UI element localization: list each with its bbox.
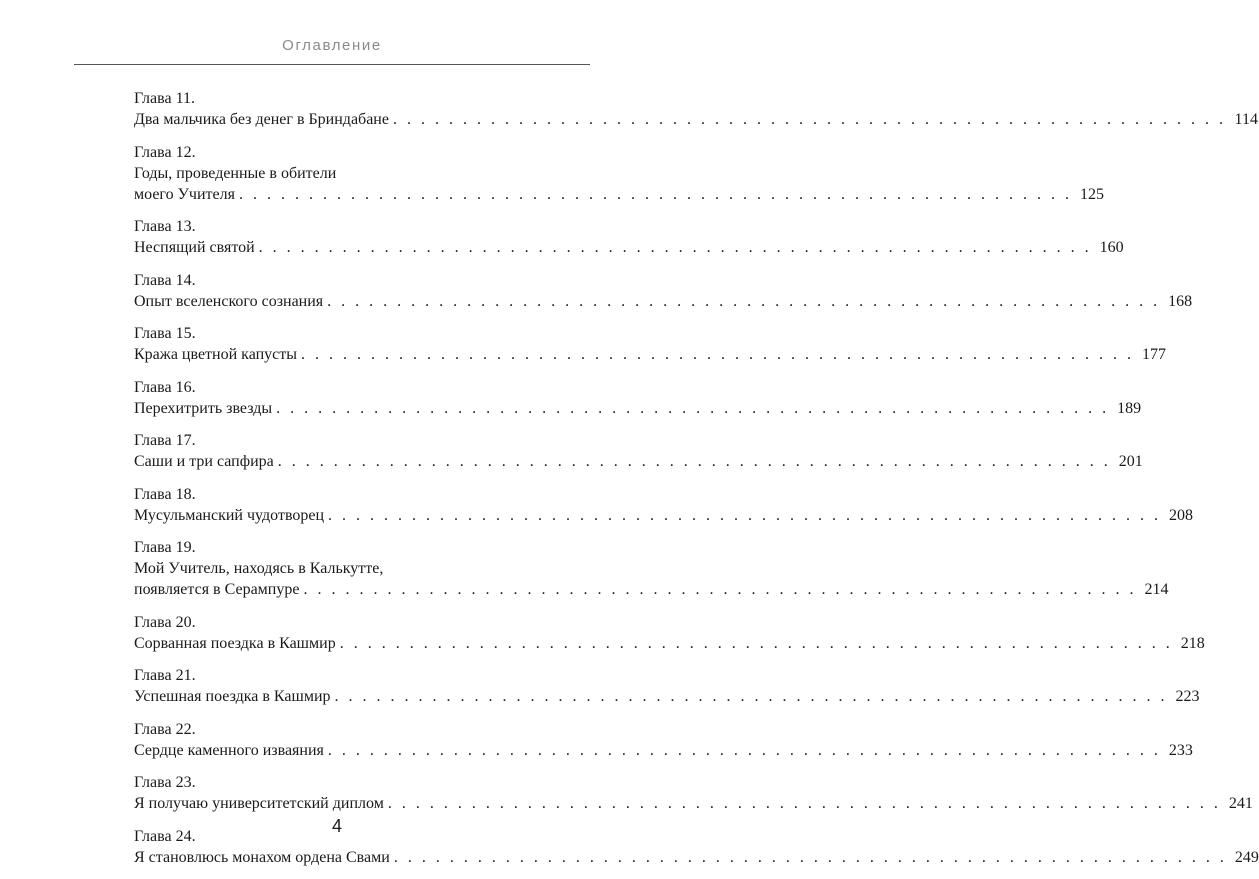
toc-entry[interactable] [134, 216, 1124, 258]
table-of-contents [134, 88, 1259, 879]
toc-entry[interactable] [134, 377, 1142, 419]
chapter-label: Глава 12. [134, 143, 196, 161]
chapter-title-line: Успешная поездка в Кашмир [134, 688, 331, 705]
toc-entry[interactable] [134, 612, 1205, 654]
toc-entry[interactable] [134, 484, 1194, 526]
chapter-label: Глава 15. [134, 325, 196, 342]
toc-entry[interactable] [134, 430, 1143, 472]
chapter-title-line: Сердце каменного изваяния [134, 741, 324, 759]
chapter-title-line: Мой Учитель, находясь в Калькутте, [134, 560, 384, 577]
chapter-page-number: 249 [1234, 848, 1259, 866]
page-number: 4 [331, 816, 342, 836]
dot-leader: . . . . . . . . . . . . . . . . . . . . . . . . . . . . . . . . . . . . . . . . . . . . . . . . . . . . . . . . . . . . [328, 506, 1162, 524]
chapter-title-row [134, 633, 1205, 654]
chapter-title-row [134, 451, 1143, 472]
chapter-page-number: 177 [1142, 346, 1166, 363]
chapter-title-row [134, 686, 1200, 707]
dot-leader: . . . . . . . . . . . . . . . . . . . . . . . . . . . . . . . . . . . . . . . . . . . . . . . . . . . . . . . . . . . . [339, 634, 1173, 652]
chapter-page-number: 114 [1234, 111, 1258, 128]
dot-leader: . . . . . . . . . . . . . . . . . . . . . . . . . . . . . . . . . . . . . . . . . . . . . . . . . . . . . . . . . . . . [276, 399, 1110, 417]
chapter-page-number: 208 [1169, 506, 1194, 524]
running-header [74, 37, 590, 65]
dot-leader: . . . . . . . . . . . . . . . . . . . . . . . . . . . . . . . . . . . . . . . . . . . . . . . . . . . . . . . . . . . . [303, 581, 1137, 598]
chapter-title-line: Мусульманский чудотворец [134, 506, 325, 524]
chapter-title-row [134, 291, 1193, 312]
chapter-title-line: Я получаю университетский диплом [134, 795, 384, 812]
chapter-title-line: появляется в Серампуре [134, 581, 300, 598]
chapter-label: Глава 20. [134, 613, 196, 631]
dot-leader: . . . . . . . . . . . . . . . . . . . . . . . . . . . . . . . . . . . . . . . . . . . . . . . . . . . . . . . . . . . . [301, 346, 1134, 363]
chapter-page-number: 241 [1228, 795, 1253, 812]
dot-leader: . . . . . . . . . . . . . . . . . . . . . . . . . . . . . . . . . . . . . . . . . . . . . . . . . . . . . . . . . . . . [387, 795, 1221, 812]
chapter-page-number: 160 [1099, 239, 1124, 256]
chapter-label: Глава 16. [134, 378, 196, 396]
chapter-label: Глава 13. [134, 218, 196, 235]
chapter-page-number: 233 [1168, 741, 1193, 759]
toc-entry[interactable] [134, 719, 1193, 761]
chapter-page-number: 214 [1144, 581, 1169, 598]
running-header-title: Оглавление [282, 37, 382, 54]
chapter-title-line: Сорванная поездка в Кашмир [134, 634, 336, 652]
chapter-label: Глава 22. [134, 720, 196, 738]
chapter-title-line: Неспящий святой [134, 239, 255, 256]
dot-leader: . . . . . . . . . . . . . . . . . . . . . . . . . . . . . . . . . . . . . . . . . . . . . . . . . . . . . . . . . . . . [334, 688, 1168, 705]
chapter-page-number: 201 [1118, 453, 1143, 470]
chapter-title-line: Кража цветной капусты [134, 346, 297, 363]
toc-entry[interactable] [134, 88, 1258, 130]
dot-leader: . . . . . . . . . . . . . . . . . . . . . . . . . . . . . . . . . . . . . . . . . . . . . . . . . . . . . . . . . . . . [258, 239, 1092, 256]
dot-leader: . . . . . . . . . . . . . . . . . . . . . . . . . . . . . . . . . . . . . . . . . . . . . . . . . . . . . . . . . . . . [277, 453, 1111, 470]
dot-leader: . . . . . . . . . . . . . . . . . . . . . . . . . . . . . . . . . . . . . . . . . . . . . . . . . . . . . . . . . . . . [327, 292, 1161, 310]
chapter-title-line: Я становлюсь монахом ордена Свами [134, 848, 390, 866]
dot-leader: . . . . . . . . . . . . . . . . . . . . . . . . . . . . . . . . . . . . . . . . . . . . . . . . . . . . . . . . . . . . [327, 741, 1161, 759]
dot-leader: . . . . . . . . . . . . . . . . . . . . . . . . . . . . . . . . . . . . . . . . . . . . . . . . . . . . . . . . . . . . [393, 848, 1227, 866]
chapter-page-number: 189 [1117, 399, 1142, 417]
toc-entry[interactable] [134, 323, 1166, 365]
toc-entry[interactable] [134, 772, 1253, 814]
toc-entry[interactable] [134, 665, 1200, 707]
toc-entry[interactable] [134, 142, 1104, 205]
chapter-label: Глава 19. [134, 539, 196, 556]
chapter-title-row [134, 579, 1169, 600]
chapter-title-row [134, 344, 1166, 365]
chapter-title-line: Годы, проведенные в обители [134, 164, 337, 182]
chapter-title-line: моего Учителя [134, 185, 235, 203]
chapter-title-row [134, 847, 1259, 868]
toc-entry[interactable] [134, 537, 1169, 600]
chapter-title-line: Два мальчика без денег в Бриндабане [134, 111, 389, 128]
dot-leader: . . . . . . . . . . . . . . . . . . . . . . . . . . . . . . . . . . . . . . . . . . . . . . . . . . . . . . . . . . . . [392, 111, 1226, 128]
chapter-title-line: Перехитрить звезды [134, 399, 273, 417]
chapter-label: Глава 21. [134, 667, 196, 684]
chapter-label: Глава 23. [134, 774, 196, 791]
chapter-label: Глава 11. [134, 90, 195, 107]
chapter-title-row [134, 237, 1124, 258]
toc-entry[interactable] [134, 270, 1193, 312]
chapter-page-number: 218 [1180, 634, 1205, 652]
chapter-label: Глава 24. [134, 827, 196, 845]
dot-leader: . . . . . . . . . . . . . . . . . . . . . . . . . . . . . . . . . . . . . . . . . . . . . . . . . . . . . . . . . . . . [238, 185, 1072, 203]
chapter-title-line: Саши и три сапфира [134, 453, 274, 470]
chapter-title-row [134, 793, 1253, 814]
chapter-label: Глава 14. [134, 271, 196, 289]
chapter-label: Глава 18. [134, 485, 196, 503]
chapter-title-row [134, 740, 1193, 761]
chapter-title-row [134, 505, 1194, 526]
chapter-page-number: 125 [1079, 185, 1104, 203]
chapter-page-number: 223 [1175, 688, 1200, 705]
chapter-title-row [134, 398, 1142, 419]
chapter-label: Глава 17. [134, 432, 196, 449]
chapter-title-line: Опыт вселенского сознания [134, 292, 324, 310]
chapter-page-number: 168 [1168, 292, 1193, 310]
chapter-title-row [134, 184, 1104, 205]
chapter-title-row [134, 109, 1258, 130]
